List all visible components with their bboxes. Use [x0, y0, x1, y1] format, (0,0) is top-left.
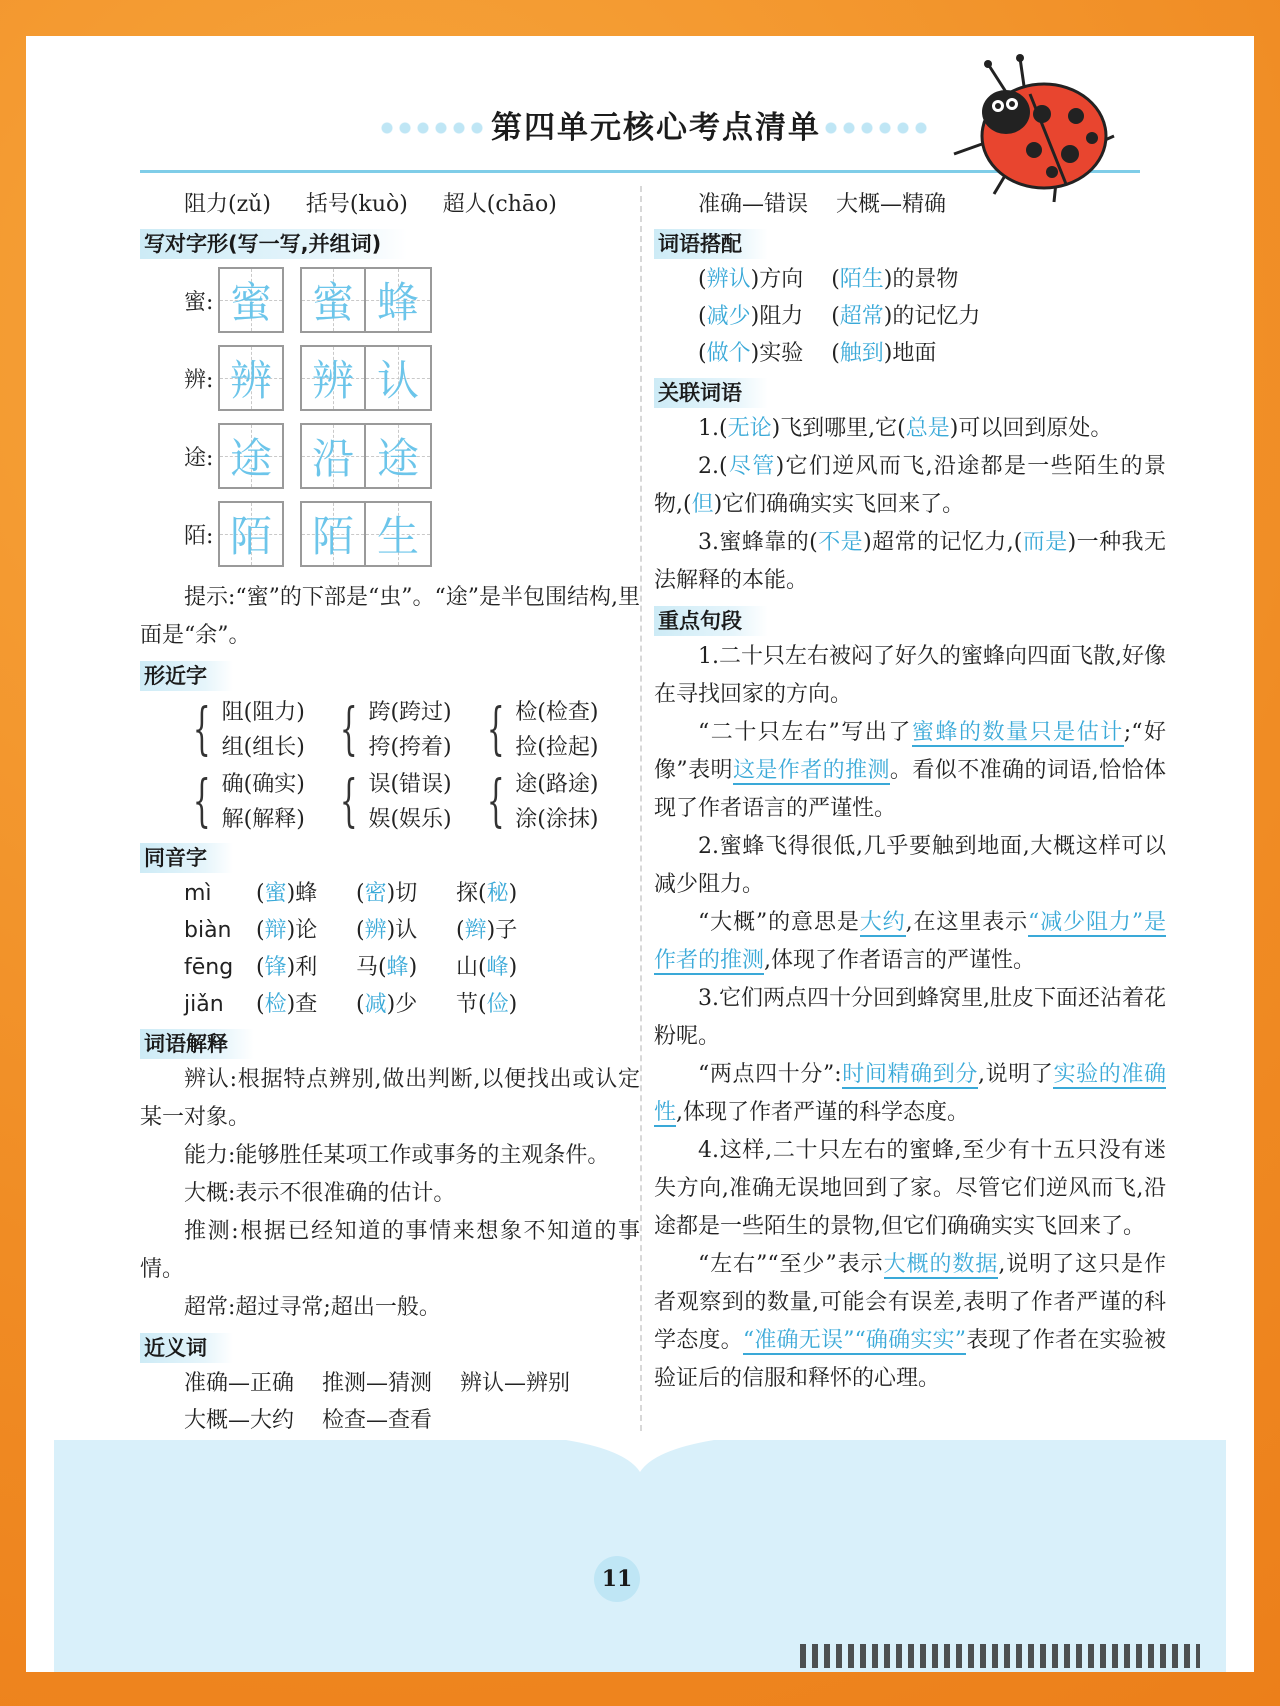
homophone-pinyin: mì [184, 881, 212, 906]
char-cell: 辨 [218, 345, 284, 411]
similar-item: 解(解释) [221, 807, 305, 832]
homophone-word: (密)切 [356, 881, 418, 906]
char-cell: 蜂 [366, 267, 432, 333]
collocation-line: (减少)阻力 (超常)的记忆力 [698, 304, 981, 329]
key-analysis: “大概”的意思是大约,在这里表示“减少阻力”是作者的推测,体现了作者语言的严谨性。 [654, 910, 1166, 973]
section-write: 写对字形(写一写,并组词) [140, 229, 407, 259]
char-pair [300, 267, 432, 333]
homophone-row [184, 949, 640, 986]
similar-set [331, 767, 452, 837]
brace-icon: { [339, 697, 358, 762]
similar-item: 组(组长) [221, 735, 305, 760]
key-analysis: “二十只左右”写出了蜜蜂的数量只是估计;“好像”表明这是作者的推测。看似不准确的词语,恰恰体现了作者语言的严谨性。 [654, 720, 1166, 821]
char-cell: 生 [366, 501, 432, 567]
char-cell: 认 [366, 345, 432, 411]
homophone-table [140, 875, 640, 1023]
antonym-pair: 准确—错误 [698, 192, 809, 217]
char-cell: 辨 [300, 345, 366, 411]
explain-item: 大概:表示不很准确的估计。 [184, 1181, 456, 1206]
synonym-pair: 准确—正确 [184, 1371, 295, 1396]
synonym-line [140, 1365, 640, 1402]
homophone-word: 马(蜂) [356, 955, 418, 980]
similar-item: 途(路途) [515, 772, 599, 797]
footer-book-shape [26, 1440, 1254, 1672]
similar-set [331, 695, 452, 765]
watermark-bar [800, 1644, 1200, 1668]
page-title: 第四单元核心考点清单 [491, 110, 821, 146]
section-collocation: 词语搭配 [654, 229, 768, 259]
homophone-word: 探(秘) [456, 881, 518, 906]
similar-item: 误(错误) [368, 772, 452, 797]
similar-item: 确(确实) [221, 772, 305, 797]
homophone-word: (锋)利 [256, 955, 318, 980]
similar-group [184, 767, 640, 837]
homophone-word: (辫)子 [456, 918, 518, 943]
char-row [184, 495, 640, 573]
homophone-pinyin: biàn [184, 918, 232, 943]
explain-item: 推测:根据已经知道的事情来想象不知道的事情。 [140, 1219, 640, 1282]
section-key-sentences: 重点句段 [654, 606, 768, 636]
pinyin-item: 超人(chāo) [442, 192, 557, 217]
char-row [184, 339, 640, 417]
homophone-word: (辩)论 [256, 918, 318, 943]
homophone-pinyin: fēng [184, 955, 234, 980]
homophone-word: 山(峰) [456, 955, 518, 980]
brace-icon: { [192, 769, 211, 834]
synonym-pair: 辨认—辨别 [460, 1371, 571, 1396]
similar-set [478, 767, 599, 837]
similar-set [184, 695, 305, 765]
char-label: 蜜: [184, 289, 214, 315]
homophone-row [184, 875, 640, 912]
header [26, 36, 1254, 186]
homophone-row [184, 986, 640, 1023]
brace-icon: { [192, 697, 211, 762]
homophone-pinyin: jiǎn [184, 992, 224, 1017]
synonym-pair: 大概—大约 [184, 1408, 295, 1433]
explain-item: 辨认:根据特点辨别,做出判断,以便找出或认定某一对象。 [140, 1067, 640, 1130]
homophone-row [184, 912, 640, 949]
similar-item: 跨(跨过) [368, 700, 452, 725]
char-cell: 途 [366, 423, 432, 489]
pinyin-item: 阻力(zǔ) [184, 192, 271, 217]
char-pair [300, 345, 432, 411]
homophone-word: 节(俭) [456, 992, 518, 1017]
title-dots-right [822, 120, 932, 136]
pinyin-line [140, 186, 640, 223]
synonym-pair: 推测—猜测 [322, 1371, 433, 1396]
page [26, 36, 1254, 1672]
antonym-line [654, 186, 1166, 223]
similar-item: 涂(涂抹) [515, 807, 599, 832]
conjunction-item: 1.(无论)飞到哪里,它(总是)可以回到原处。 [698, 416, 1113, 441]
char-row [184, 417, 640, 495]
synonym-pair: 检查—查看 [322, 1408, 433, 1433]
similar-item: 阻(阻力) [221, 700, 305, 725]
key-sentence: 2.蜜蜂飞得很低,几乎要触到地面,大概这样可以减少阻力。 [654, 834, 1166, 897]
ladybug-icon [946, 54, 1116, 204]
antonym-pair: 大概—精确 [836, 192, 947, 217]
homophone-word: (检)查 [256, 992, 318, 1017]
char-cell: 陌 [300, 501, 366, 567]
right-column [654, 186, 1166, 1398]
brace-icon: { [486, 769, 505, 834]
tip-text: 提示:“蜜”的下部是“虫”。“途”是半包围结构,里面是“余”。 [140, 585, 640, 648]
key-analysis: “两点四十分”:时间精确到分,说明了实验的准确性,体现了作者严谨的科学态度。 [654, 1062, 1166, 1125]
collocation-line: (做个)实验 (触到)地面 [698, 341, 937, 366]
char-cell: 陌 [218, 501, 284, 567]
key-sentence: 1.二十只左右被闷了好久的蜜蜂向四面飞散,好像在寻找回家的方向。 [654, 644, 1166, 707]
section-similar: 形近字 [140, 661, 233, 691]
similar-item: 检(检查) [515, 700, 599, 725]
key-analysis: “左右”“至少”表示大概的数据,说明了这只是作者观察到的数量,可能会有误差,表明了作者严谨的科学态度。“准确无误”“确确实实”表现了作者在实验被验证后的信服和释怀的心理。 [654, 1252, 1166, 1391]
key-sentence: 4.这样,二十只左右的蜜蜂,至少有十五只没有迷失方向,准确无误地回到了家。尽管它们逆风而飞,沿途都是一些陌生的景物,但它们确确实实飞回来了。 [654, 1138, 1166, 1239]
synonym-line [140, 1402, 640, 1439]
homophone-word: (蜜)蜂 [256, 881, 318, 906]
page-number: 11 [594, 1556, 640, 1602]
collocation-line: (辨认)方向 (陌生)的景物 [698, 267, 959, 292]
section-homophone: 同音字 [140, 843, 233, 873]
conjunction-item: 2.(尽管)它们逆风而飞,沿途都是一些陌生的景物,(但)它们确确实实飞回来了。 [654, 454, 1166, 517]
section-explain: 词语解释 [140, 1029, 254, 1059]
similar-set [184, 767, 305, 837]
char-cell: 蜜 [300, 267, 366, 333]
conjunction-item: 3.蜜蜂靠的(不是)超常的记忆力,(而是)一种我无法解释的本能。 [654, 530, 1166, 593]
char-label: 陌: [184, 523, 214, 549]
char-cell: 蜜 [218, 267, 284, 333]
char-label: 辨: [184, 367, 214, 393]
key-sentence: 3.它们两点四十分回到蜂窝里,肚皮下面还沾着花粉呢。 [654, 986, 1166, 1049]
explain-item: 超常:超过寻常;超出一般。 [184, 1295, 441, 1320]
left-column [140, 186, 640, 1514]
brace-icon: { [339, 769, 358, 834]
section-conjunction: 关联词语 [654, 378, 768, 408]
char-pair [300, 501, 432, 567]
column-divider [640, 186, 642, 1431]
char-cell: 沿 [300, 423, 366, 489]
section-synonym: 近义词 [140, 1333, 233, 1363]
char-label: 途: [184, 445, 214, 471]
similar-set [478, 695, 599, 765]
similar-item: 捡(捡起) [515, 735, 599, 760]
char-grid [140, 261, 640, 573]
homophone-word: (减)少 [356, 992, 418, 1017]
pinyin-item: 括号(kuò) [305, 192, 408, 217]
similar-group [184, 695, 640, 765]
homophone-word: (辨)认 [356, 918, 418, 943]
char-row [184, 261, 640, 339]
similar-item: 挎(挎着) [368, 735, 452, 760]
similar-item: 娱(娱乐) [368, 807, 452, 832]
explain-item: 能力:能够胜任某项工作或事务的主观条件。 [184, 1143, 610, 1168]
title-dots-left [378, 120, 488, 136]
char-pair [300, 423, 432, 489]
brace-icon: { [486, 697, 505, 762]
char-cell: 途 [218, 423, 284, 489]
